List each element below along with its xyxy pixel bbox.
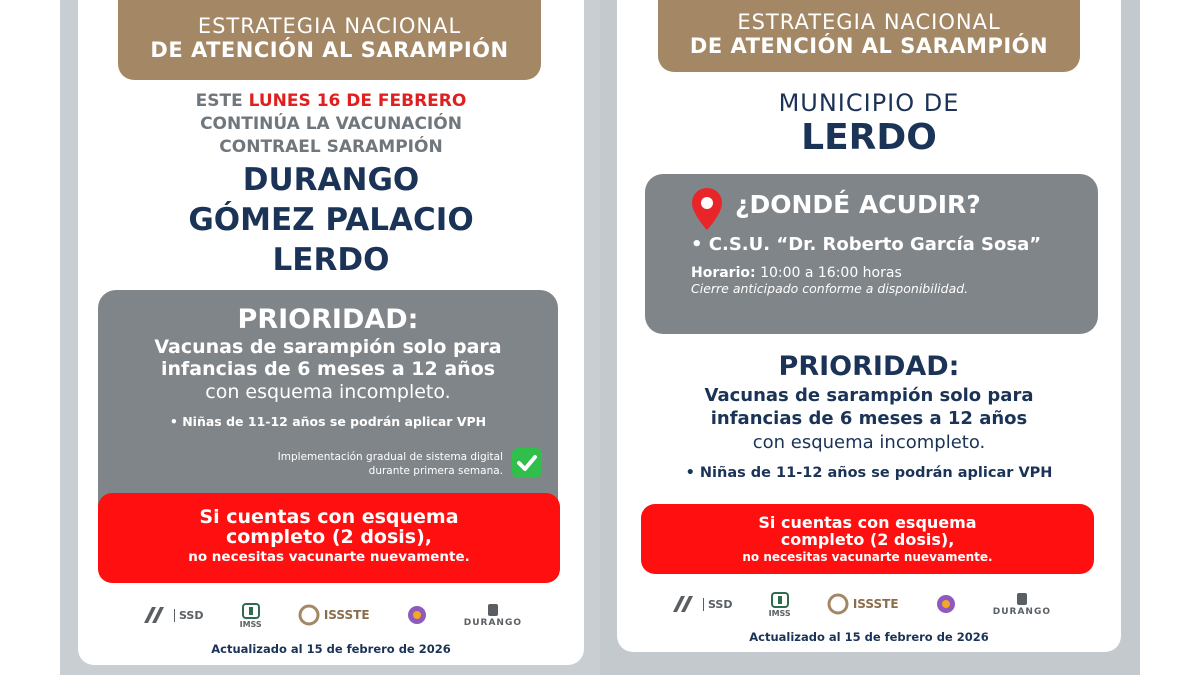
where-place xyxy=(691,234,1098,255)
intro-line3: CONTRAEL SARAMPIÓN xyxy=(219,137,443,157)
durango-crest-icon xyxy=(1014,591,1030,607)
durango-logo xyxy=(993,591,1051,617)
ssd-mark-icon xyxy=(671,594,699,614)
ssd-logo xyxy=(671,594,732,614)
imss-mark-icon xyxy=(770,591,790,609)
issste-mark-icon xyxy=(298,604,320,626)
issste-logo xyxy=(298,604,370,626)
banner-line2: DE ATENCIÓN AL SARAMPIÓN xyxy=(150,38,509,62)
issste-label: ISSSTE xyxy=(852,597,899,611)
strategy-banner xyxy=(658,0,1080,72)
red-line2: completo (2 dosis), xyxy=(780,530,955,549)
intro-date: LUNES 16 DE FEBRERO xyxy=(248,91,467,111)
note-line2: durante primera semana. xyxy=(368,465,503,477)
health-promotion-logo xyxy=(935,593,957,615)
promotion-mark-icon xyxy=(935,593,957,615)
closing-note: Cierre anticipado conforme a disponibilidad. xyxy=(691,281,969,296)
horario-label: Horario: xyxy=(691,265,756,281)
priority-bullet xyxy=(617,465,1121,481)
durango-label: DURANGO xyxy=(992,607,1051,617)
municipio-heading xyxy=(617,88,1121,158)
logo-row xyxy=(671,588,1051,620)
durango-crest-icon xyxy=(485,602,501,618)
durango-label: DURANGO xyxy=(463,618,522,628)
where-title: ¿DONDÉ ACUDIR? xyxy=(735,190,981,219)
intro-line1 xyxy=(78,90,584,113)
priority-title: PRIORIDAD: xyxy=(237,304,419,335)
banner-line1: ESTRATEGIA NACIONAL xyxy=(197,14,462,38)
priority-line3: con esquema incompleto. xyxy=(205,381,451,403)
imss-mark-icon xyxy=(241,602,261,620)
bullet-dot: • xyxy=(691,234,703,255)
promotion-mark-icon xyxy=(406,604,428,626)
banner-line1: ESTRATEGIA NACIONAL xyxy=(737,10,1001,34)
where-box xyxy=(645,174,1098,334)
issste-label: ISSSTE xyxy=(323,608,370,622)
place-text: C.S.U. “Dr. Roberto García Sosa” xyxy=(708,234,1042,255)
strategy-banner xyxy=(118,0,541,80)
red-line2: completo (2 dosis), xyxy=(225,526,433,548)
horario-line xyxy=(691,265,1098,281)
priority-line3: con esquema incompleto. xyxy=(752,432,986,453)
bullet-text: Niñas de 11-12 años se podrán aplicar VPH xyxy=(699,465,1053,481)
priority-line1: Vacunas de sarampión solo para xyxy=(154,336,502,358)
intro-text xyxy=(78,90,584,159)
red-line1: Si cuentas con esquema xyxy=(758,513,977,532)
health-promotion-logo xyxy=(406,604,428,626)
issste-logo xyxy=(827,593,899,615)
horario-value: 10:00 a 16:00 horas xyxy=(760,265,902,281)
city-lerdo: LERDO xyxy=(272,242,390,278)
banner-line2: DE ATENCIÓN AL SARAMPIÓN xyxy=(689,34,1049,58)
ssd-label: SSD xyxy=(703,598,732,611)
note-line1: Implementación gradual de sistema digital xyxy=(277,451,503,463)
priority-line2: infancias de 6 meses a 12 años xyxy=(160,358,496,380)
priority-line1: Vacunas de sarampión solo para xyxy=(704,385,1034,406)
red-line3: no necesitas vacunarte nuevamente. xyxy=(188,549,470,565)
priority-title: PRIORIDAD: xyxy=(778,351,960,382)
municipio-name: LERDO xyxy=(801,117,937,158)
ssd-logo xyxy=(142,605,203,625)
check-icon xyxy=(512,448,542,478)
imss-logo xyxy=(769,591,791,618)
poster-left xyxy=(78,0,584,665)
intro-line2: CONTINÚA LA VACUNACIÓN xyxy=(200,114,462,134)
ssd-mark-icon xyxy=(142,605,170,625)
updated-footer: Actualizado al 15 de febrero de 2026 xyxy=(211,642,451,656)
municipio-label: MUNICIPIO DE xyxy=(778,89,960,117)
priority-section xyxy=(617,350,1121,481)
city-gomez-palacio: GÓMEZ PALACIO xyxy=(188,202,474,238)
red-line1: Si cuentas con esquema xyxy=(199,506,459,528)
complete-scheme-box xyxy=(641,504,1094,574)
logo-row xyxy=(142,598,522,632)
complete-scheme-box xyxy=(98,493,560,583)
imss-label: IMSS xyxy=(768,608,791,618)
ssd-label: SSD xyxy=(174,609,203,622)
location-pin-icon xyxy=(689,186,725,236)
issste-mark-icon xyxy=(827,593,849,615)
updated-footer: Actualizado al 15 de febrero de 2026 xyxy=(749,630,989,644)
priority-bullet xyxy=(98,414,558,429)
bullet-text: Niñas de 11-12 años se podrán aplicar VPH xyxy=(182,414,487,429)
bullet-dot: • xyxy=(685,465,695,481)
imss-label: IMSS xyxy=(239,619,262,629)
red-line3: no necesitas vacunarte nuevamente. xyxy=(742,550,993,564)
poster-right xyxy=(617,0,1121,652)
city-durango: DURANGO xyxy=(242,162,420,198)
durango-logo xyxy=(464,602,522,628)
imss-logo xyxy=(240,602,262,629)
digital-note xyxy=(218,450,503,478)
priority-line2: infancias de 6 meses a 12 años xyxy=(710,408,1028,429)
intro-este: ESTE xyxy=(195,91,243,111)
city-list xyxy=(78,160,584,280)
bullet-dot: • xyxy=(169,414,178,429)
